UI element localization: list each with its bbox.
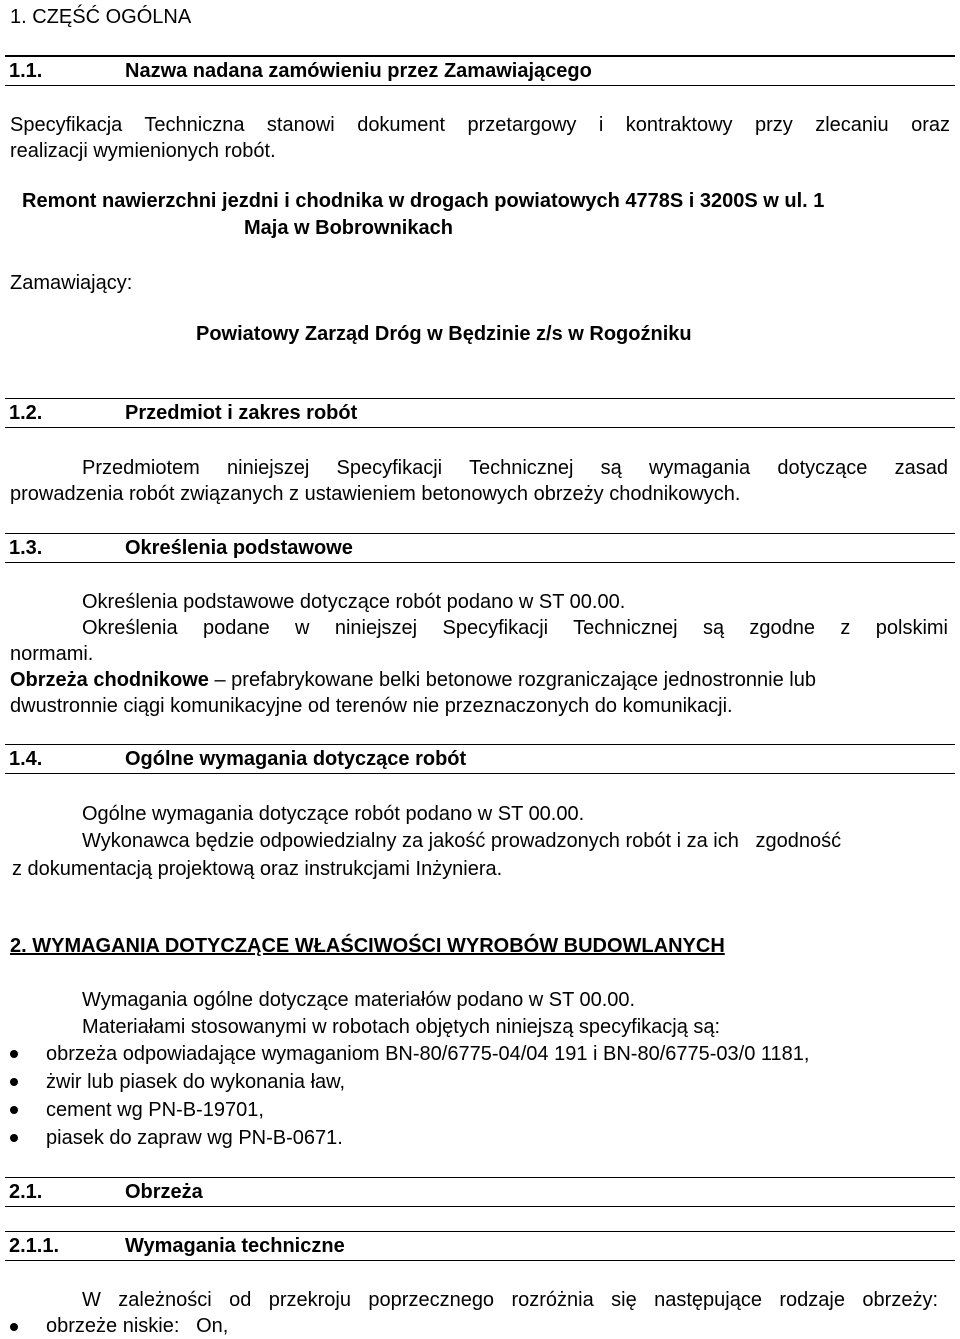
- subsection-number: 2.1.: [9, 1181, 43, 1203]
- subsection-header-1-3: [5, 533, 955, 563]
- client-name: Powiatowy Zarząd Dróg w Będzinie z/s w Rogoźniku: [196, 323, 692, 345]
- list-item: obrzeże niskie: On,: [46, 1315, 229, 1337]
- bullet-dot: [10, 1134, 18, 1142]
- paragraph-line: Materiałami stosowanymi w robotach objętych niniejszą specyfikacją są:: [82, 1016, 721, 1038]
- definition-line: [10, 667, 948, 693]
- subsection-number: 1.2.: [9, 402, 43, 424]
- paragraph-line: realizacji wymienionych robót.: [10, 140, 276, 162]
- subsection-number: 1.3.: [9, 537, 43, 559]
- paragraph-line: Wymagania ogólne dotyczące materiałów podano w ST 00.00.: [82, 989, 636, 1011]
- paragraph-line: Określenia podane w niniejszej Specyfikacji Technicznej są zgodne z polskimi: [82, 617, 948, 639]
- bullet-dot: [10, 1323, 18, 1331]
- subsection-header-2-1: [5, 1177, 955, 1207]
- subsection-title: Ogólne wymagania dotyczące robót: [125, 748, 467, 770]
- subsection-number: 1.4.: [9, 748, 43, 770]
- paragraph-line: W zależności od przekroju poprzecznego rozróżnia się następujące rodzaje obrzeży:: [82, 1289, 938, 1311]
- list-item: obrzeża odpowiadające wymaganiom BN-80/6775-04/04 191 i BN-80/6775-03/0 1181,: [46, 1043, 810, 1065]
- subsection-title: Wymagania techniczne: [125, 1235, 345, 1257]
- subsection-title: Określenia podstawowe: [125, 537, 353, 559]
- subsection-title: Nazwa nadana zamówieniu przez Zamawiającego: [125, 60, 592, 82]
- paragraph-line: normami.: [10, 643, 94, 665]
- list-item: żwir lub piasek do wykonania ław,: [46, 1071, 346, 1093]
- bullet-dot: [10, 1106, 18, 1114]
- bullet-dot: [10, 1050, 18, 1058]
- definition-text: – prefabrykowane belki betonowe rozgraniczające jednostronnie lub: [208, 669, 816, 691]
- project-title-line: Remont nawierzchni jezdni i chodnika w drogach powiatowych 4778S i 3200S w ul. 1: [22, 190, 825, 212]
- paragraph-line: Ogólne wymagania dotyczące robót podano w ST 00.00.: [82, 803, 585, 825]
- subsection-title: Obrzeża: [125, 1181, 203, 1203]
- paragraph-line: Wykonawca będzie odpowiedzialny za jakość prowadzonych robót i za ich zgodność: [82, 830, 842, 852]
- paragraph-line: prowadzenia robót związanych z ustawieniem betonowych obrzeży chodnikowych.: [10, 483, 741, 505]
- section-heading-2: 2. WYMAGANIA DOTYCZĄCE WŁAŚCIWOŚCI WYROBÓW BUDOWLANYCH: [10, 935, 725, 957]
- defined-term: Obrzeża chodnikowe: [10, 669, 209, 691]
- project-title-line: Maja w Bobrownikach: [244, 217, 453, 239]
- client-label: Zamawiający:: [10, 272, 133, 294]
- list-item: cement wg PN-B-19701,: [46, 1099, 264, 1121]
- paragraph-line: dwustronnie ciągi komunikacyjne od terenów nie przeznaczonych do komunikacji.: [10, 695, 733, 717]
- section-heading-1: 1. CZĘŚĆ OGÓLNA: [10, 6, 192, 28]
- paragraph-line: z dokumentacją projektową oraz instrukcjami Inżyniera.: [12, 858, 503, 880]
- subsection-header-1-2: [5, 398, 955, 428]
- list-item: piasek do zapraw wg PN-B-0671.: [46, 1127, 343, 1149]
- subsection-number: 1.1.: [9, 60, 43, 82]
- paragraph-line: Specyfikacja Techniczna stanowi dokument przetargowy i kontraktowy przy zlecaniu oraz: [10, 114, 950, 136]
- subsection-header-1-1: [5, 55, 955, 86]
- subsection-number: 2.1.1.: [9, 1235, 60, 1257]
- subsection-header-1-4: [5, 744, 955, 774]
- paragraph-line: Określenia podstawowe dotyczące robót podano w ST 00.00.: [82, 591, 626, 613]
- bullet-dot: [10, 1078, 18, 1086]
- paragraph-line: Przedmiotem niniejszej Specyfikacji Technicznej są wymagania dotyczące zasad: [82, 457, 948, 479]
- subsection-title: Przedmiot i zakres robót: [125, 402, 358, 424]
- subsection-header-2-1-1: [5, 1231, 955, 1261]
